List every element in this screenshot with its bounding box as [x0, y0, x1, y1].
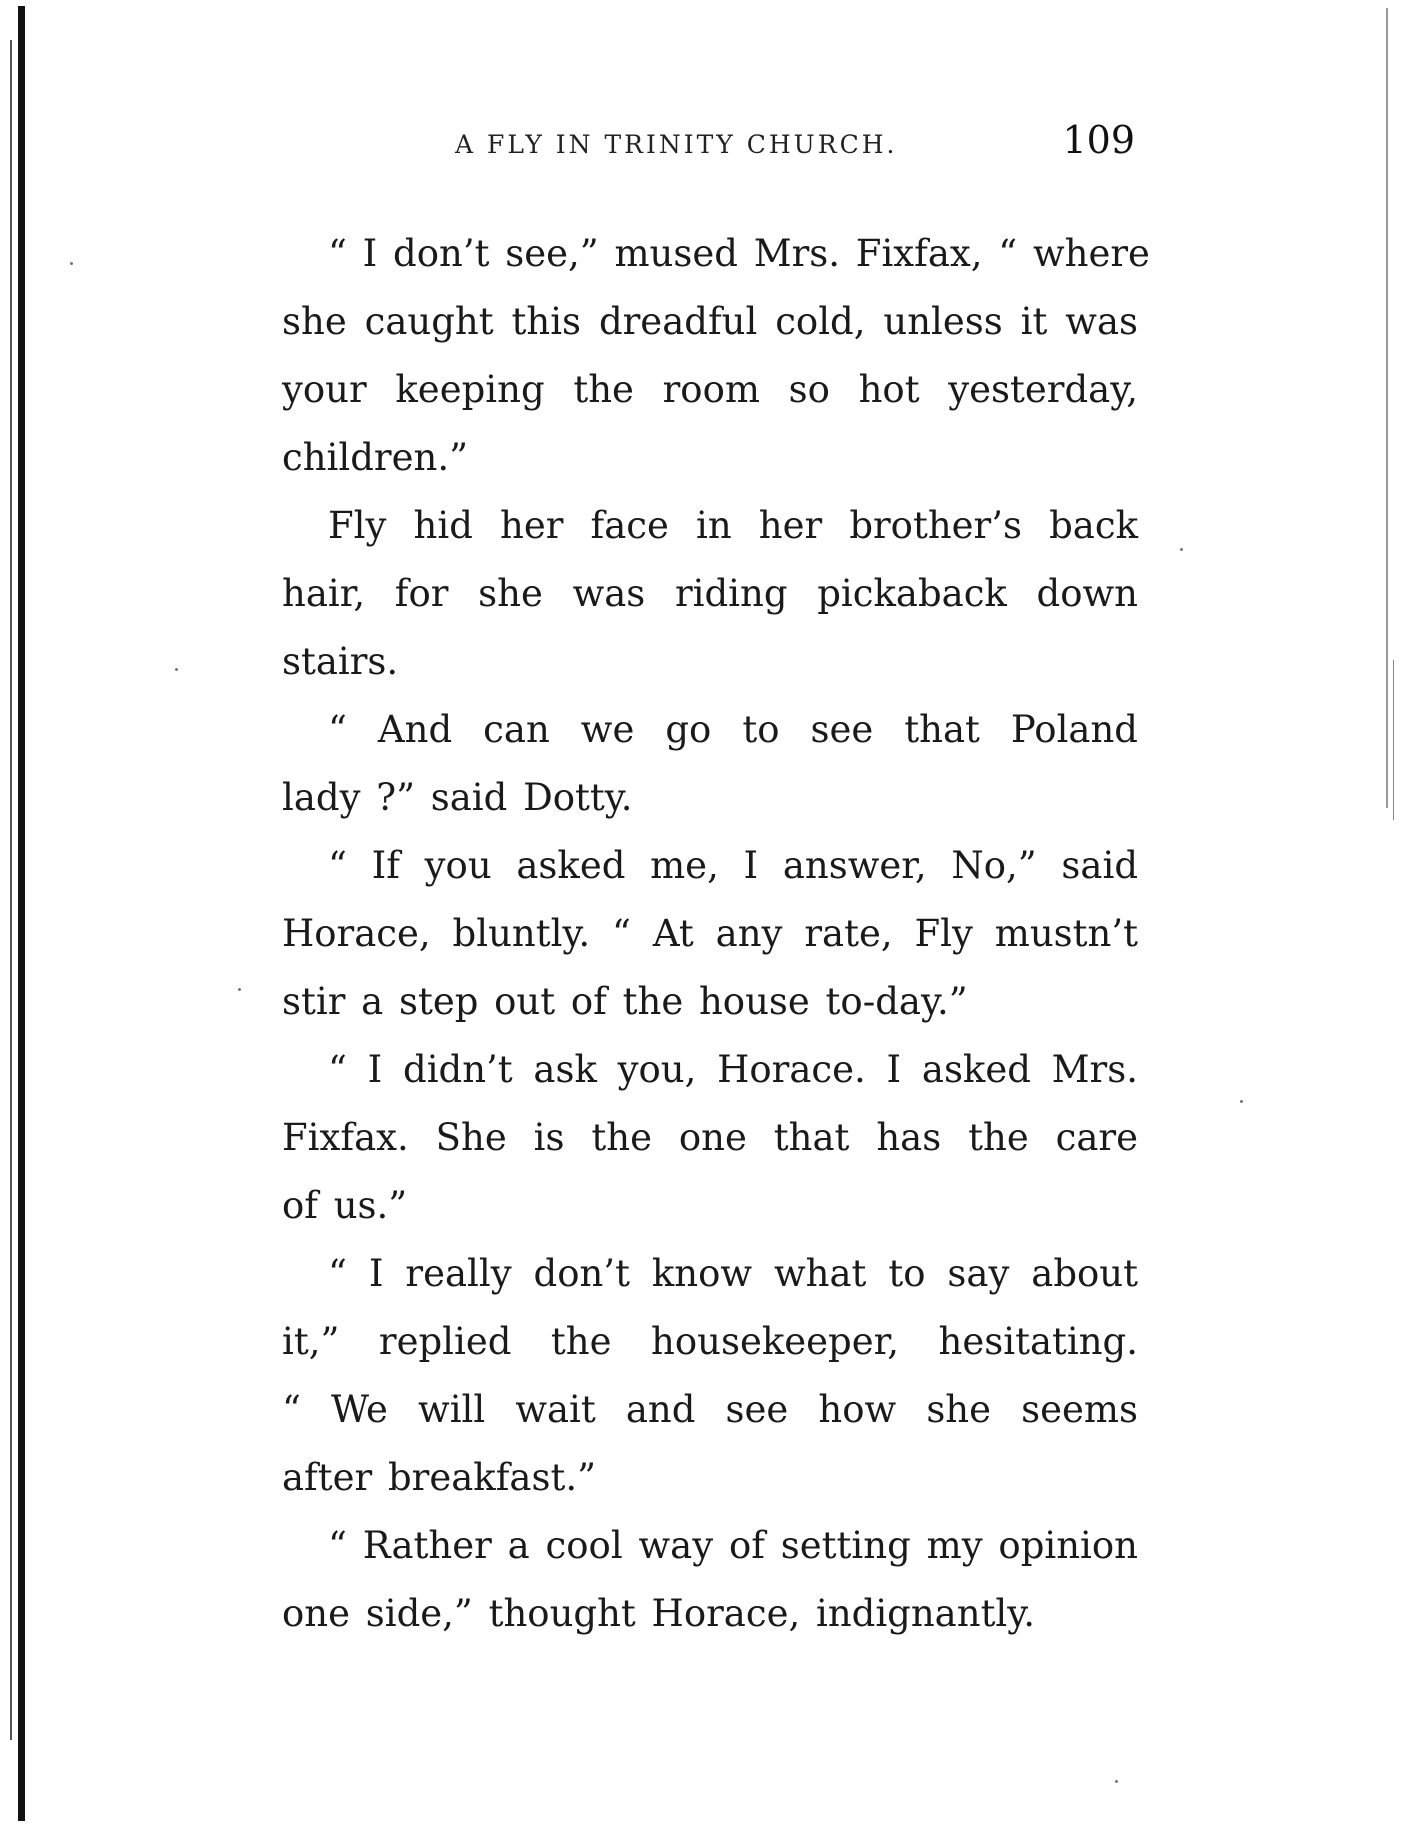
text-line: “ I didn’t ask you, Horace. I asked Mrs. — [328, 1048, 1138, 1091]
page-header — [455, 118, 1135, 168]
scan-speck — [70, 262, 73, 265]
text-line: she caught this dreadful cold, unless it was — [282, 300, 1138, 343]
text-line: “ And can we go to see that Poland — [328, 708, 1138, 751]
scan-speck — [1180, 548, 1183, 551]
text-line: Fixfax. She is the one that has the care — [282, 1116, 1138, 1159]
text-line: “ If you asked me, I answer, No,” said — [328, 844, 1138, 887]
scan-speck — [175, 668, 178, 671]
scan-speck — [1115, 1780, 1118, 1783]
text-line: Fly hid her face in her brother’s back — [328, 504, 1138, 547]
running-title: A FLY IN TRINITY CHURCH. — [455, 130, 898, 159]
text-line: it,” replied the housekeeper, hesitating. — [282, 1320, 1138, 1363]
page-edge-right — [1386, 8, 1388, 808]
text-line: “ I really don’t know what to say about — [328, 1252, 1138, 1295]
page-number: 109 — [1062, 118, 1135, 162]
text-line: of us.” — [282, 1184, 408, 1227]
page-edge-right-mark — [1393, 660, 1394, 820]
text-line: “ Rather a cool way of setting my opinion — [328, 1524, 1138, 1567]
text-line: after breakfast.” — [282, 1456, 597, 1499]
text-line: Horace, bluntly. “ At any rate, Fly mustn’t — [282, 912, 1138, 955]
text-line: your keeping the room so hot yesterday, — [282, 368, 1138, 411]
text-line: children.” — [282, 436, 468, 479]
text-line: lady ?” said Dotty. — [282, 776, 633, 819]
scan-speck — [238, 988, 241, 991]
text-line: hair, for she was riding pickaback down — [282, 572, 1138, 615]
text-line: stir a step out of the house to-day.” — [282, 980, 968, 1023]
body-text — [282, 220, 1150, 1648]
scan-speck — [1240, 1100, 1243, 1103]
text-line: stairs. — [282, 640, 399, 683]
binding-edge-shadow — [10, 40, 12, 1740]
binding-edge — [18, 6, 25, 1821]
text-line: “ I don’t see,” mused Mrs. Fixfax, “ where — [328, 232, 1150, 275]
text-line: one side,” thought Horace, indignantly. — [282, 1592, 1036, 1635]
text-line: “ We will wait and see how she seems — [282, 1388, 1138, 1431]
